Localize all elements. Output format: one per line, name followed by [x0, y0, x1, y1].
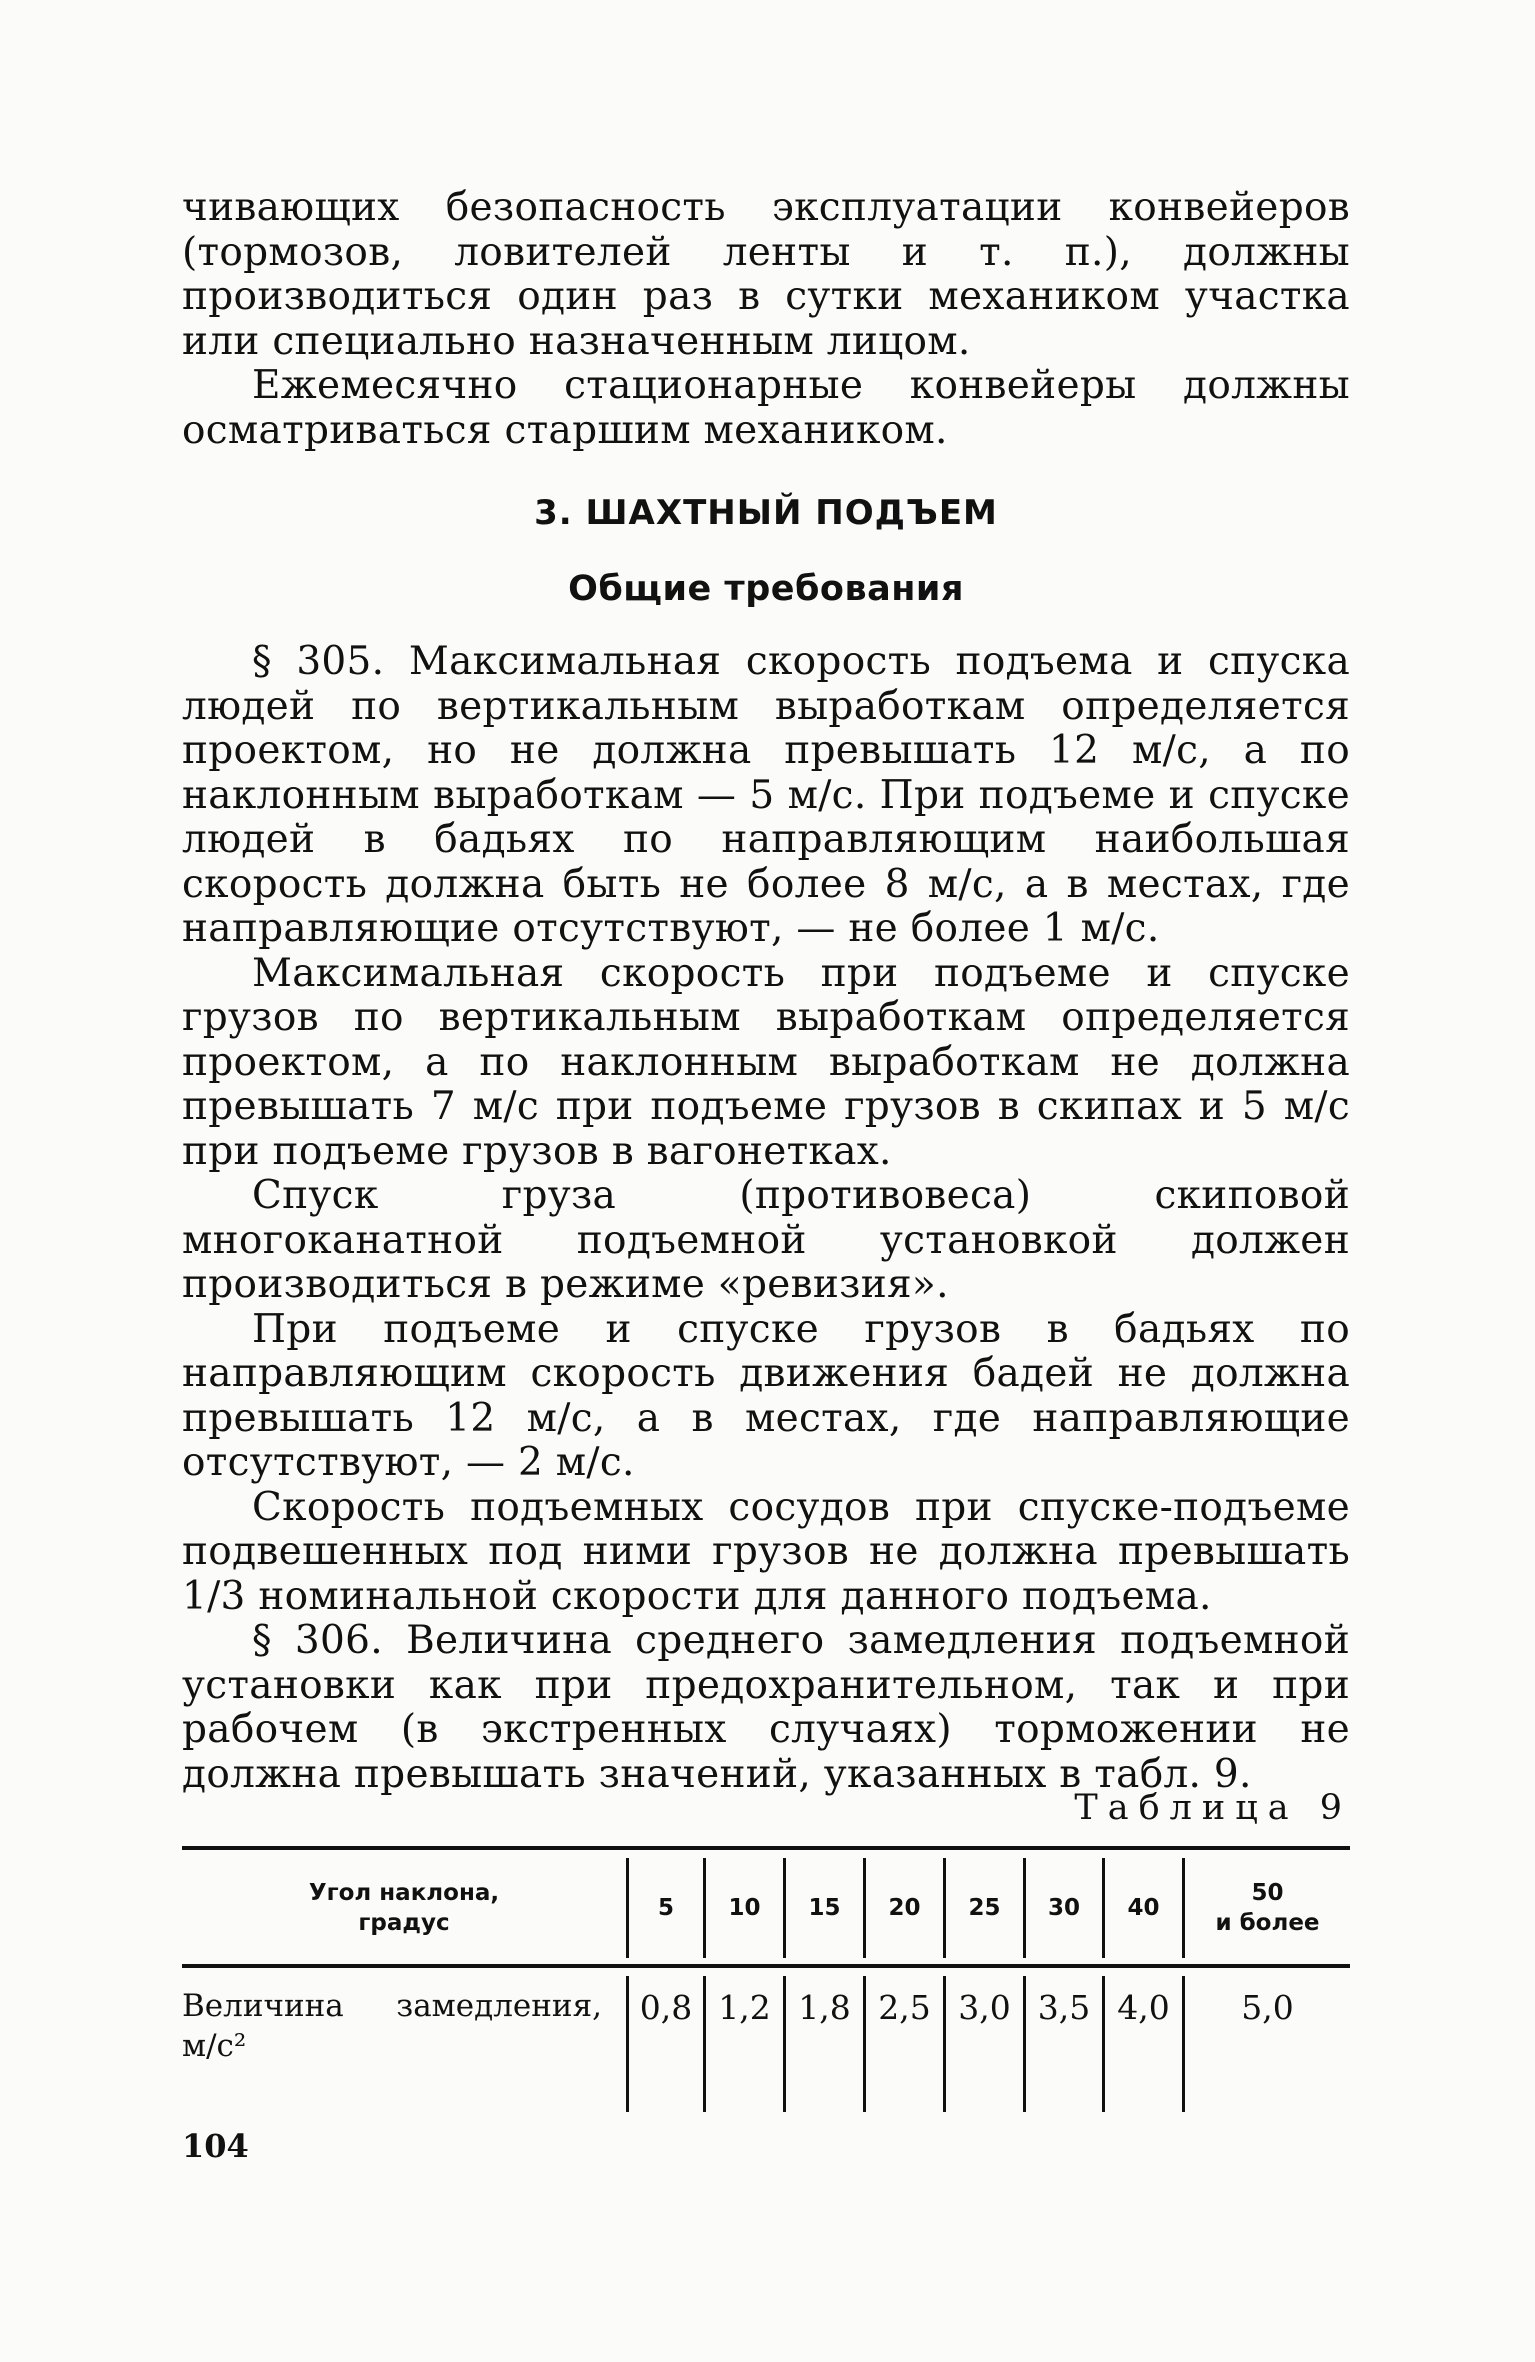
row-label-unit: м/с²	[182, 2028, 247, 2064]
table-value: 5,0	[1241, 1988, 1294, 2027]
table-header-angle: 40	[1127, 1895, 1160, 1921]
table-value: 4,0	[1117, 1988, 1170, 2027]
table-value: 0,8	[639, 1988, 693, 2027]
row-label-first-line	[182, 1986, 602, 2026]
table-header-angle: 20	[888, 1895, 921, 1921]
table-header-angle-last	[1185, 1858, 1350, 1958]
paragraph-buckets: При подъеме и спуске грузов в бадьях по направляющим скорость движения бадей не должна превышать 12 м/с, а в местах, где направляющие отсутствуют, — 2 м/с.	[182, 1306, 1350, 1485]
table-header-angle: 5	[657, 1895, 674, 1921]
paragraph-305: § 305. Максимальная скорость подъема и спуска людей по вертикальным выработкам определяется проектом, но не должна превышать 12 м/с, а по наклонным выработкам — 5 м/с. При подъеме и спуске людей в бадьях по направляющим наибольшая скорость должна быть не более 8 м/с, а в местах, где направляющие отсутствуют, — не более 1 м/с.	[182, 639, 1350, 951]
table-value: 2,5	[878, 1988, 931, 2027]
table-header-angle: 25	[968, 1895, 1001, 1921]
table-value: 3,5	[1037, 1988, 1091, 2027]
table-header-rule	[182, 1964, 1350, 1968]
table-top-rule	[182, 1846, 1350, 1850]
paragraph-suspended-loads: Скорость подъемных сосудов при спуске-подъеме подвешенных под ними грузов не должна превышать 1/3 номинальной скорости для данного подъема.	[182, 1484, 1350, 1619]
section-title: 3. ШАХТНЫЙ ПОДЪЕМ	[534, 493, 998, 533]
header-angle-last-line1: 50	[1251, 1880, 1284, 1906]
paragraph-counterweight: Спуск груза (противовеса) скиповой многоканатной подъемной установкой должен производиться в режиме «ревизия».	[182, 1173, 1350, 1307]
subsection-title: Общие требования	[568, 569, 964, 609]
deceleration-table	[182, 1846, 1350, 2116]
header-label-line2: градус	[358, 1910, 450, 1936]
table-caption: Таблица 9	[1074, 1788, 1352, 1828]
table-row-label	[182, 1986, 622, 2076]
text-block-top	[182, 186, 1350, 453]
table-value: 1,2	[718, 1988, 771, 2027]
table-value: 3,0	[958, 1988, 1011, 2027]
table-value: 1,8	[798, 1988, 851, 2027]
text-block-main	[182, 640, 1350, 1797]
table-header-angle: 30	[1047, 1895, 1080, 1921]
table-header-label	[182, 1858, 626, 1958]
header-angle-last-line2: и более	[1215, 1910, 1320, 1936]
row-label-word: замедления,	[396, 1988, 602, 2024]
header-label-line1: Угол наклона,	[308, 1880, 500, 1906]
paragraph-continuation: чивающих безопасность эксплуатации конвейеров (тормозов, ловителей ленты и т. п.), должны производиться один раз в сутки механиком участка или специально назначенным лицом.	[182, 185, 1350, 364]
table-header-angle: 10	[728, 1895, 761, 1921]
table-header-angle: 15	[808, 1895, 841, 1921]
paragraph-306: § 306. Величина среднего замедления подъемной установки как при предохранительном, так и при рабочем (в экстренных случаях) торможении не должна превышать значений, указанных в табл. 9.	[182, 1618, 1350, 1797]
paragraph-monthly-inspection: Ежемесячно стационарные конвейеры должны осматриваться старшим механиком.	[182, 363, 1350, 453]
paragraph-cargo-speed: Максимальная скорость при подъеме и спуске грузов по вертикальным выработкам определяется проектом, а по наклонным выработкам не должна превышать 7 м/с при подъеме грузов в скипах и 5 м/с при подъеме грузов в вагонетках.	[182, 950, 1350, 1174]
page-number: 104	[182, 2127, 249, 2165]
row-label-word: Величина	[182, 1988, 344, 2024]
